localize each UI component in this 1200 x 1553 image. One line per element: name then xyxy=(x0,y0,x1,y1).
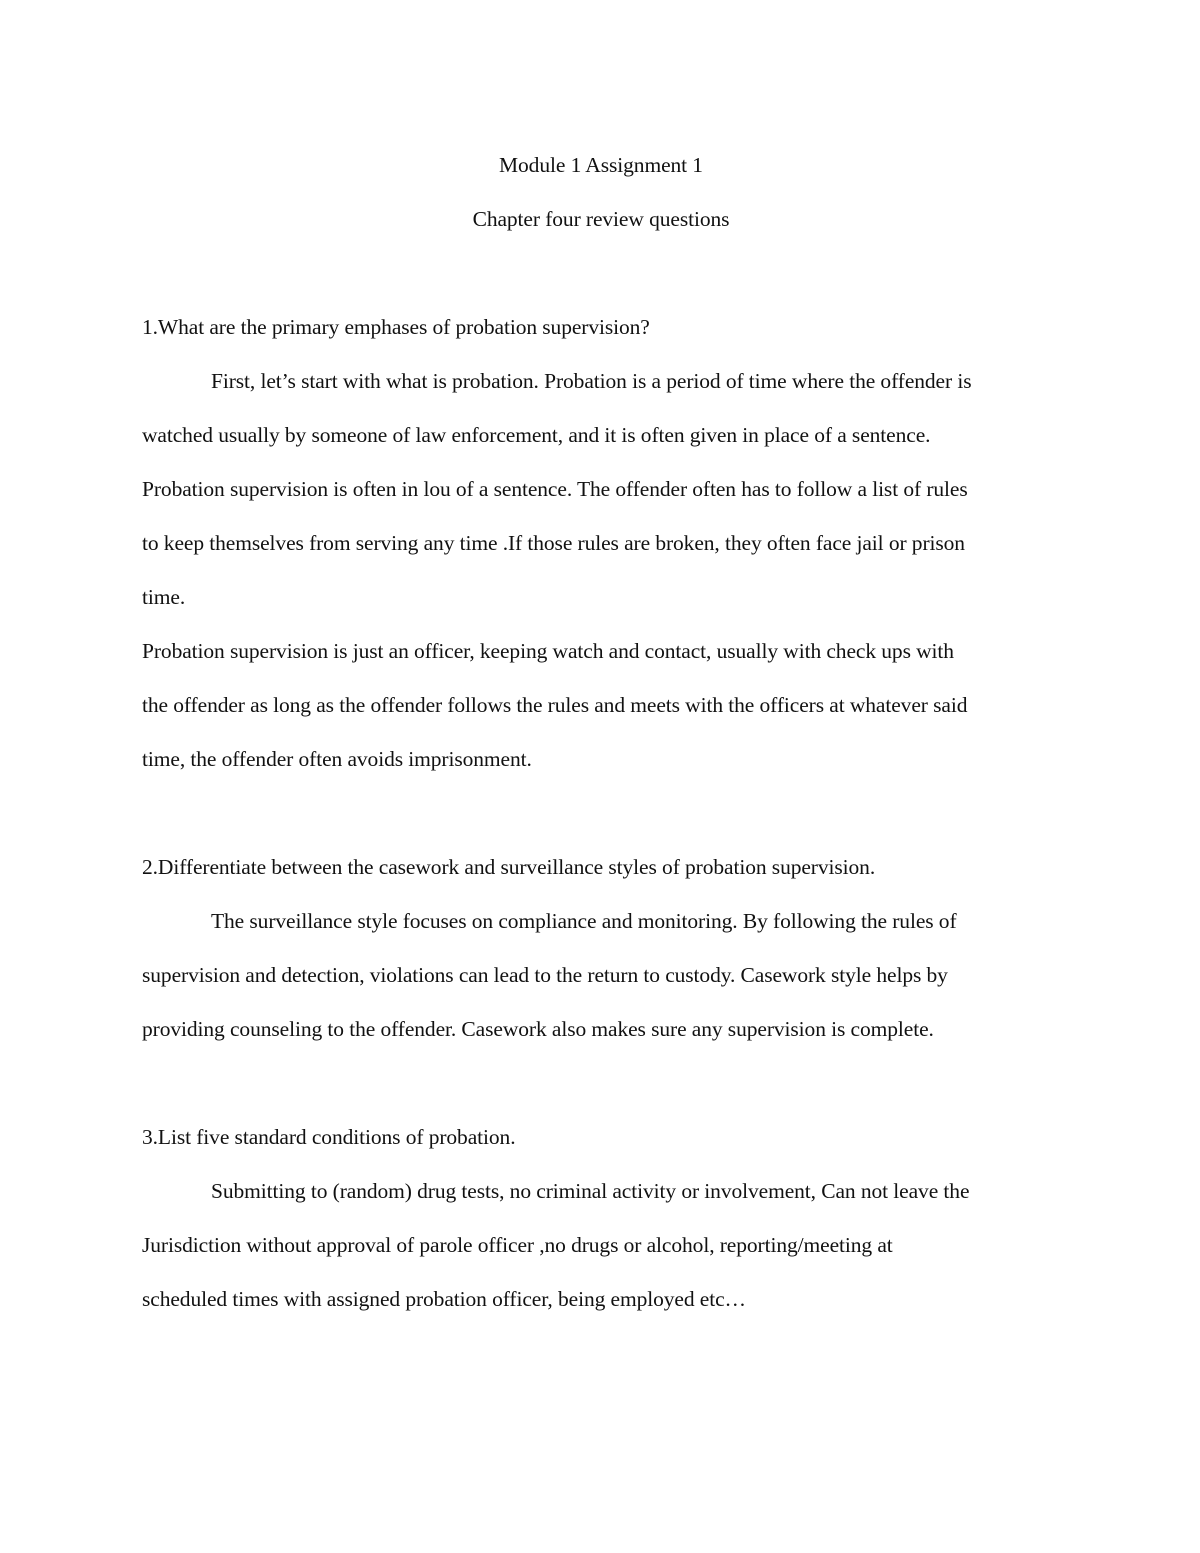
spacer xyxy=(142,786,1060,840)
question-1: 1.What are the primary emphases of probation supervision? xyxy=(142,315,650,339)
answer-3-line-3: scheduled times with assigned probation officer, being employed etc… xyxy=(142,1287,746,1311)
answer-2-line-2: supervision and detection, violations can lead to the return to custody. Casework style helps by xyxy=(142,963,948,987)
answer-3-line-1: Submitting to (random) drug tests, no criminal activity or involvement, Can not leave the xyxy=(211,1179,970,1203)
answer-1-extra-line-2: the offender as long as the offender follows the rules and meets with the officers at whatever said xyxy=(142,693,968,717)
document-subtitle: Chapter four review questions xyxy=(472,207,730,231)
answer-1-line-3: Probation supervision is often in lou of a sentence. The offender often has to follow a list of rules xyxy=(142,477,968,501)
answer-1-extra-line-3: time, the offender often avoids imprisonment. xyxy=(142,747,532,771)
answer-3-line-2: Jurisdiction without approval of parole officer ,no drugs or alcohol, reporting/meeting at xyxy=(142,1233,893,1257)
question-3: 3.List five standard conditions of probation. xyxy=(142,1125,516,1149)
spacer xyxy=(142,246,1060,300)
answer-2-line-3: providing counseling to the offender. Casework also makes sure any supervision is complete. xyxy=(142,1017,934,1041)
document-body xyxy=(142,138,1060,1326)
answer-1-line-5: time. xyxy=(142,585,186,609)
question-2: 2.Differentiate between the casework and surveillance styles of probation supervision. xyxy=(142,855,876,879)
answer-1-extra-line-1: Probation supervision is just an officer, keeping watch and contact, usually with check ups with xyxy=(142,639,954,663)
spacer xyxy=(142,1056,1060,1110)
document-title: Module 1 Assignment 1 xyxy=(499,153,703,177)
answer-1-line-1: First, let’s start with what is probation. Probation is a period of time where the offender is xyxy=(211,369,972,393)
answer-1-line-4: to keep themselves from serving any time .If those rules are broken, they often face jail or prison xyxy=(142,531,965,555)
answer-2-line-1: The surveillance style focuses on compliance and monitoring. By following the rules of xyxy=(211,909,957,933)
answer-1-line-2: watched usually by someone of law enforcement, and it is often given in place of a sentence. xyxy=(142,423,931,447)
